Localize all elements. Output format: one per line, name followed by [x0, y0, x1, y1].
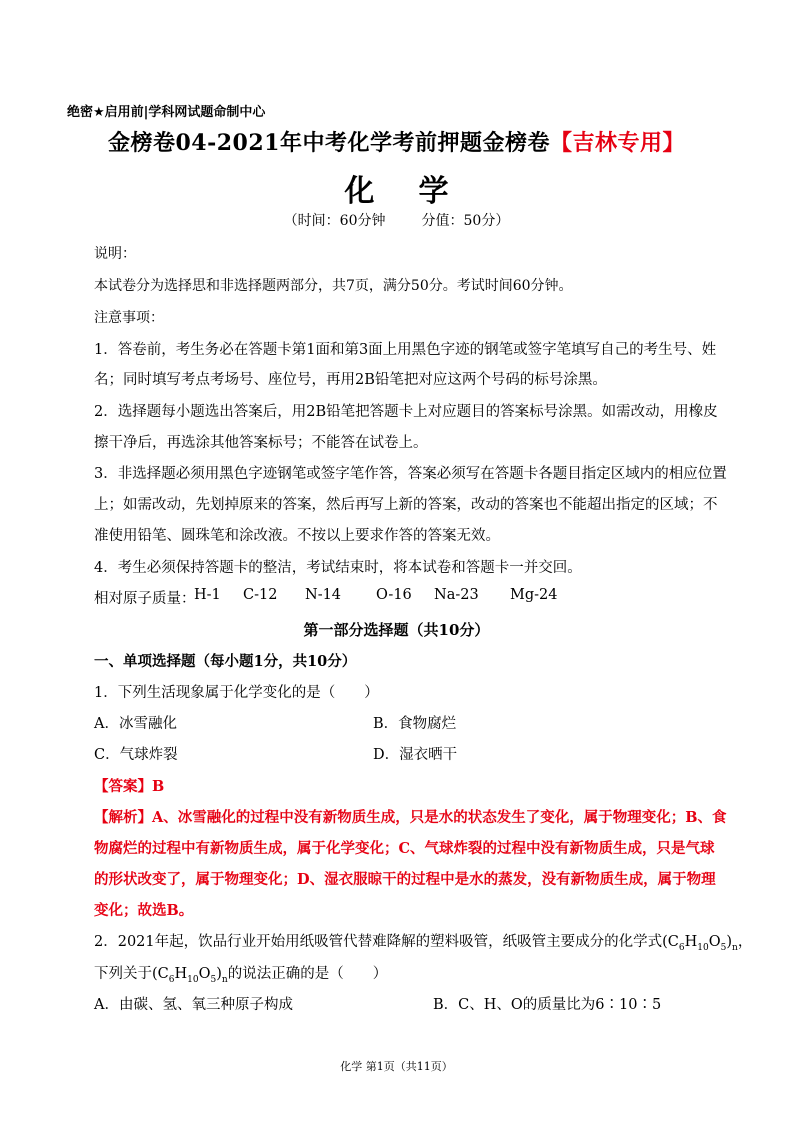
formula-sub: 5 — [210, 974, 217, 985]
q2-option-a: A．由碳、氢、氧三种原子构成 — [94, 997, 293, 1013]
analysis-label: 【解析】 — [94, 809, 152, 826]
formula-part: ， — [737, 934, 753, 950]
formula-sub: 5 — [720, 942, 727, 953]
subject-title: 化学 — [344, 174, 493, 209]
question-2-stem-line2 — [94, 962, 387, 985]
formula-part: H — [174, 966, 188, 982]
q2-option-b: B．C、H、O的质量比为6∶10∶5 — [433, 997, 662, 1013]
q2-stem-text: 的说法正确的是（ ） — [227, 966, 388, 982]
formula-part: ) — [216, 966, 222, 982]
intro-heading: 说明： — [94, 246, 136, 262]
q2-stem-text: 2．2021年起，饮品行业开始用纸吸管代替难降解的塑料吸管，纸吸管主要成分的化学式(C — [94, 934, 679, 950]
q1-option-b: B．食物腐烂 — [373, 716, 457, 732]
question-1-stem: 1．下列生活现象属于化学变化的是（ ） — [94, 685, 379, 701]
exam-score: 分值：50分） — [421, 213, 510, 229]
atomic-mass-item: Mg-24 — [510, 587, 558, 603]
section-title: 第一部分选择题（共10分） — [303, 621, 490, 639]
formula-sub: n — [732, 942, 738, 953]
note-line: 2．选择题每小题选出答案后，用2B铅笔把答题卡上对应题目的答案标号涂黑。如需改动，用橡皮 — [94, 404, 718, 420]
note-line: 名；同时填写考点考场号、座位号，再用2B铅笔把对应这两个号码的标号涂黑。 — [94, 372, 607, 388]
q1-analysis-line: 物腐烂的过程中有新物质生成，属于化学变化；C、气球炸裂的过程中没有新物质生成，只是气球 — [94, 840, 715, 857]
note-line: 4．考生必须保持答题卡的整洁，考试结束时，将本试卷和答题卡一并交回。 — [94, 560, 582, 576]
q1-analysis-line: 的形状改变了，属于物理变化；D、湿衣服晾干的过程中是水的蒸发，没有新物质生成，属于物理 — [94, 871, 716, 888]
exam-time: （时间：60分钟 — [283, 213, 386, 229]
formula-sub: 10 — [187, 974, 199, 985]
intro-body: 本试卷分为选择思和非选择题两部分，共7页，满分50分。考试时间60分钟。 — [94, 278, 573, 294]
q1-answer — [94, 775, 164, 796]
formula-part: ) — [726, 934, 733, 950]
page-footer: 化学 第1页（共11页） — [340, 1060, 453, 1073]
note-line: 擦干净后，再选涂其他答案标号；不能答在试卷上。 — [94, 435, 428, 451]
q1-option-a: A．冰雪融化 — [94, 716, 177, 732]
header-note: 绝密★启用前|学科网试题命制中心 — [67, 105, 266, 120]
exam-meta — [0, 210, 793, 230]
formula-part: O — [708, 934, 721, 950]
formula-sub: n — [221, 974, 228, 985]
atomic-mass-item: N-14 — [305, 587, 342, 603]
q1-option-d: D．湿衣晒干 — [373, 747, 458, 763]
q1-analysis-line: 变化；故选B。 — [94, 902, 194, 919]
q1-analysis-line — [94, 806, 727, 827]
atomic-mass-row — [94, 587, 714, 607]
atomic-mass-item: C-12 — [243, 587, 278, 603]
formula-part: O — [198, 966, 211, 982]
title-highlight: 【吉林专用】 — [549, 130, 685, 156]
atomic-mass-item: O-16 — [376, 587, 412, 603]
atomic-mass-item: H-1 — [194, 587, 221, 603]
answer-label: 【答案】 — [94, 778, 152, 795]
atomic-mass-item: Na-23 — [434, 587, 479, 603]
analysis-text: A、冰雪融化的过程中没有新物质生成，只是水的状态发生了变化，属于物理变化；B、食 — [152, 809, 727, 826]
note-line: 准使用铅笔、圆珠笔和涂改液。不按以上要求作答的答案无效。 — [94, 528, 500, 544]
atomic-mass-label: 相对原子质量： — [94, 591, 196, 607]
q2-stem-text: 下列关于(C — [94, 966, 169, 982]
formula-sub: 10 — [697, 942, 709, 953]
part-title: 一、单项选择题（每小题1分，共10分） — [94, 653, 357, 670]
note-line: 1．答卷前，考生务必在答题卡第1面和第3面上用黑色字迹的钢笔或签字笔填写自己的考生号、姓 — [94, 342, 717, 358]
notice-heading: 注意事项： — [94, 310, 164, 326]
formula-part: H — [684, 934, 698, 950]
formula-sub: 6 — [678, 942, 685, 953]
q1-option-c: C．气球炸裂 — [94, 747, 178, 763]
page-title — [0, 126, 793, 157]
answer-value: B — [152, 778, 165, 795]
note-line: 3．非选择题必须用黑色字迹钢笔或签字笔作答，答案必须写在答题卡各题目指定区域内的相应位置 — [94, 466, 727, 482]
question-2-stem — [94, 930, 752, 953]
title-main: 金榜卷04-2021年中考化学考前押题金榜卷 — [108, 130, 550, 156]
formula-sub: 6 — [168, 974, 175, 985]
note-line: 上；如需改动，先划掉原来的答案，然后再写上新的答案，改动的答案也不能超出指定的区域；不 — [94, 497, 718, 513]
